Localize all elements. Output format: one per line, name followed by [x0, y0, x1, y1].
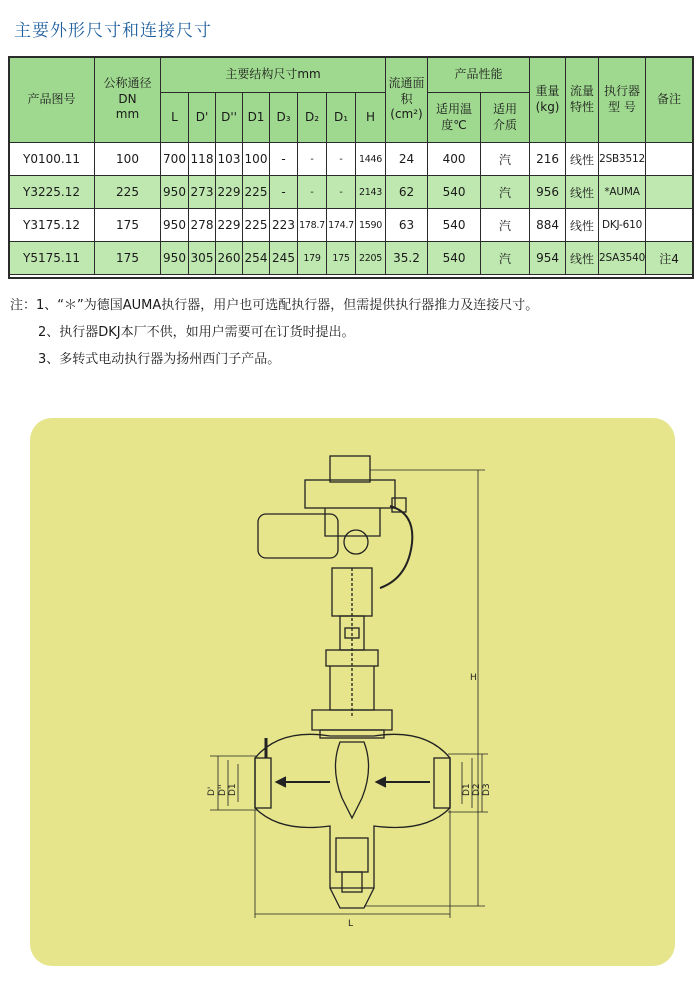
cell-D2p: 103 — [216, 143, 243, 176]
cell-area: 35.2 — [386, 242, 428, 275]
table-row — [9, 209, 693, 242]
dim-label-D3-sub: D3 — [482, 783, 492, 796]
cell-area: 63 — [386, 209, 428, 242]
header-H: H — [356, 93, 386, 143]
cell-flow: 线性 — [566, 176, 599, 209]
header-actuator: 执行器 型 号 — [599, 57, 646, 143]
header-D3-sub: D₃ — [270, 93, 298, 143]
cell-dn: 175 — [95, 209, 161, 242]
cell-D1p: 278 — [189, 209, 216, 242]
header-D1-sub: D₁ — [327, 93, 356, 143]
header-dn: 公称通径 DN mm — [95, 57, 161, 143]
page-title: 主要外形尺寸和连接尺寸 — [14, 21, 212, 41]
table-row — [9, 143, 693, 176]
cell-dn: 175 — [95, 242, 161, 275]
cell-flow: 线性 — [566, 209, 599, 242]
cell-actuator: DKJ-610 — [599, 209, 646, 242]
cell-H: 1590 — [356, 209, 386, 242]
cell-D1s: - — [327, 176, 356, 209]
handwheel — [380, 506, 412, 588]
cell-product: Y3225.12 — [9, 176, 95, 209]
dim-label-H: H — [470, 673, 477, 683]
header-D1: D1 — [243, 93, 270, 143]
cell-remark — [646, 176, 693, 209]
dim-label-D1-sub: D1 — [462, 783, 472, 796]
table-row — [9, 176, 693, 209]
actuator-cap — [330, 456, 370, 482]
cell-medium: 汽 — [481, 242, 530, 275]
cell-medium: 汽 — [481, 176, 530, 209]
dim-label-L: L — [348, 919, 354, 929]
header-medium: 适用 介质 — [481, 93, 530, 143]
cell-D1p: 305 — [189, 242, 216, 275]
note-3: 3、多转式电动执行器为扬州西门子产品。 — [38, 352, 281, 367]
cell-temp: 540 — [428, 209, 481, 242]
note-1: 注：1、“＊”为德国AUMA执行器，用户也可选配执行器，但需提供执行器推力及连接尺寸。 — [10, 298, 539, 313]
table-row — [9, 242, 693, 275]
dim-label-D1: D1 — [228, 783, 238, 796]
cell-D2s: - — [298, 143, 327, 176]
cell-actuator: *AUMA — [599, 176, 646, 209]
header-flow-area: 流通面 积 (cm²) — [386, 57, 428, 143]
header-L: L — [161, 93, 189, 143]
cell-D2p: 229 — [216, 176, 243, 209]
cell-D1p: 118 — [189, 143, 216, 176]
cell-product: Y0100.11 — [9, 143, 95, 176]
cell-D2s: - — [298, 176, 327, 209]
header-D-prime: D' — [189, 93, 216, 143]
cell-weight: 884 — [530, 209, 566, 242]
cell-D1p: 273 — [189, 176, 216, 209]
cell-D3s: 223 — [270, 209, 298, 242]
cell-product: Y5175.11 — [9, 242, 95, 275]
cell-D1: 254 — [243, 242, 270, 275]
dim-label-D-prime: D' — [207, 786, 217, 796]
cell-medium: 汽 — [481, 209, 530, 242]
cell-L: 950 — [161, 209, 189, 242]
cell-area: 24 — [386, 143, 428, 176]
cell-H: 2205 — [356, 242, 386, 275]
cell-H: 2143 — [356, 176, 386, 209]
header-flow-char: 流量 特性 — [566, 57, 599, 143]
cell-actuator: 2SB3512 — [599, 143, 646, 176]
cell-flow: 线性 — [566, 242, 599, 275]
cell-temp: 400 — [428, 143, 481, 176]
valve-body — [255, 734, 450, 888]
cell-D3s: - — [270, 176, 298, 209]
cell-flow: 线性 — [566, 143, 599, 176]
dim-label-D2-sub: D2 — [472, 783, 482, 796]
dim-label-D-double-prime: D'' — [218, 784, 228, 796]
cell-product: Y3175.12 — [9, 209, 95, 242]
cell-temp: 540 — [428, 242, 481, 275]
cell-L: 950 — [161, 176, 189, 209]
cell-D3s: - — [270, 143, 298, 176]
cell-remark — [646, 209, 693, 242]
header-performance: 产品性能 — [428, 57, 530, 93]
cell-D2s: 179 — [298, 242, 327, 275]
cell-D1: 100 — [243, 143, 270, 176]
cell-L: 700 — [161, 143, 189, 176]
cell-weight: 956 — [530, 176, 566, 209]
header-remark: 备注 — [646, 57, 693, 143]
header-temp: 适用温 度℃ — [428, 93, 481, 143]
valve-drawing — [30, 418, 675, 966]
cell-D1: 225 — [243, 176, 270, 209]
header-main-dims: 主要结构尺寸mm — [161, 57, 386, 93]
cell-dn: 225 — [95, 176, 161, 209]
cell-D1: 225 — [243, 209, 270, 242]
cell-D3s: 245 — [270, 242, 298, 275]
header-weight: 重量 (kg) — [530, 57, 566, 143]
cell-D2p: 229 — [216, 209, 243, 242]
cell-remark: 注4 — [646, 242, 693, 275]
cell-weight: 216 — [530, 143, 566, 176]
note-2: 2、执行器DKJ本厂不供，如用户需要可在订货时提出。 — [38, 325, 355, 340]
dimensions-table — [8, 56, 693, 275]
notes-block — [10, 292, 538, 373]
cell-temp: 540 — [428, 176, 481, 209]
cell-D2p: 260 — [216, 242, 243, 275]
header-product: 产品图号 — [9, 57, 95, 143]
cell-remark — [646, 143, 693, 176]
cell-D2s: 178.7 — [298, 209, 327, 242]
header-D-double-prime: D'' — [216, 93, 243, 143]
cell-weight: 954 — [530, 242, 566, 275]
cell-D1s: 174.7 — [327, 209, 356, 242]
valve-diagram-panel — [30, 418, 675, 966]
cell-dn: 100 — [95, 143, 161, 176]
cell-actuator: 2SA3540 — [599, 242, 646, 275]
cell-D1s: 175 — [327, 242, 356, 275]
cell-medium: 汽 — [481, 143, 530, 176]
cell-L: 950 — [161, 242, 189, 275]
cell-H: 1446 — [356, 143, 386, 176]
cell-area: 62 — [386, 176, 428, 209]
dimensions-table-wrapper — [8, 56, 692, 275]
cell-D1s: - — [327, 143, 356, 176]
header-D2-sub: D₂ — [298, 93, 327, 143]
actuator-housing — [305, 480, 395, 508]
